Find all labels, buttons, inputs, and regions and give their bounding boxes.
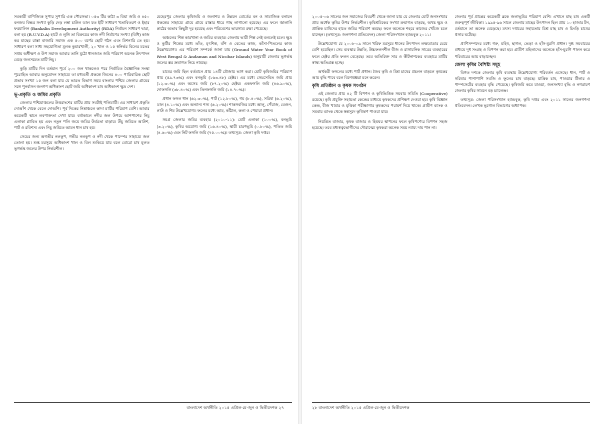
right-page-columns (312, 14, 590, 396)
right-column-2 (455, 14, 591, 396)
paragraph: ২০০৫-০৬ সালের জন সমাজের বিবরণী থেকে জানা যায় যে জেলার মোট জনসংখ্যার প্রায় অর্ধেক কৃষির উপর নির্ভরশীল। কৃষিশ্রমিকের সংখ্যা ক্রমাগত বাড়ছে, অথচ ক্ষুদ্র ও প্রান্তিক চাষিদের হাতে জমির পরিমাণ কমছে। ফলে অনেকে শহরে কাজের খোঁজে চলে যাচ্ছেন। (তথ্যসূত্র: জনগণনা প্রতিবেদন) জেলা পরিসংখ্যান হ্যান্ডবুক ২০১১। (312, 14, 448, 38)
page-footer: ২৮ বাংলাদেশ অর্থনীতি ২০১৫ এপ্রিল-মে-জুন ও দ্বিতীয়দশক (312, 405, 410, 410)
left-column-1 (14, 14, 150, 396)
paragraph: চাষের জমি ছিল বর্তমানে প্রায় ১৪টি মৌজায় ভাগ করা। মোট কৃষিজমির পরিমাণ প্রায় (৫৯.৭৩%) এবং বনভূমি (১৬৩.৪৮) হেক্টর। এর মধ্যে সেচসেবিত জমি প্রায় (১২.৩০%) এবং অসেচ জমি (৮৭.২০%) হেক্টর। একফসলি জমি (৪৬.৯০%), দোফসলি (৩৮.৪০%) এবং তিনফসলি জমি (১৪.৭০%)। (156, 68, 292, 93)
paragraph: জেলার পশ্চিমাঞ্চলের উত্তরাংশের মাটির প্রায় সবটাই পলিমাটি। এর সাধারণ প্রকৃতি দোআঁশ থেকে বেলে দোআঁশ। পূর্ব দিকের নিম্নাঞ্চলে কাদা মাটির পরিমাণ বেশি। আবার কয়েকটি স্থানে লবণাক্ততা দেখা যায়। বর্ষাকালে নদীর জল উপচে আশপাশের নিচু এলাকা প্লাবিত হয় এবং নতুন পলি জমে জমির উর্বরতা বাড়ায়। উঁচু জমিতে আউশ, পাট ও রবিশস্য এবং নিচু জমিতে আমন ধান চাষ হয়। (14, 100, 150, 130)
right-column-1 (312, 14, 448, 396)
paragraph: তথ্যসূত্র: জেলা পরিসংখ্যান হ্যান্ডবুক, কৃষি দপ্তর এবং ২০১১ সালের জনগণনা প্রতিবেদন। লেখক ভূগোল বিভাগের অধ্যাপক। (454, 97, 590, 109)
paragraph: সেচের জন্য অগভীর নলকূপ, গভীর নলকূপ ও নদী থেকে পাম্পের সাহায্যে জল তোলা হয়। শুষ্ক মরসুমে অধিকাংশ খাল ও বিল শুকিয়ে যায় বলে বোরো চাষ মূলত ভূগর্ভস্থ জলের উপর নির্ভরশীল। (14, 133, 150, 151)
paragraph: উল্লেখযোগ্য যে ২০০৮-০৯ সালে খরিফ মরসুমে ধানের উৎপাদন লক্ষ্যমাত্রার চেয়ে বেশি হয়েছিল। সেচ ব্যবস্থার উন্নতি, উচ্চফলনশীল বীজ ও রাসায়নিক সারের ব্যবহারের ফলে হেক্টর প্রতি ফলন বেড়েছে। তবে অতিরিক্ত সার ও কীটনাশকের ব্যবহারে মাটির স্বাস্থ্য ক্ষতিগ্রস্ত হচ্ছে। (312, 41, 448, 65)
footer-rule (14, 402, 292, 403)
paragraph: নিয়ন্ত্রিত বাজার, কৃষক বাজার ও হিমঘর স্থাপনের ফলে কৃষিপণ্যের বিপণন সহজ হয়েছে। তবে মধ্যস্বত্বভোগীদের দৌরাত্ম্যে কৃষকরা অনেক সময় ন্যায্য দাম পান না। (312, 118, 448, 130)
paragraph: মেহেরপুর জেলার কৃষিজমি ও জলাশয় ও উন্নয়ন বোর্ডের বন ও সামাজিক বনায়ন প্রকল্পের সাহায্যে গ্রামে গ্রামে রাস্তার ধারে গাছ লাগানো হয়েছে। এর ফলে জ্বালানি কাঠের অভাব কিছুটা দূর হয়েছে এবং পরিবেশের ভারসাম্য রক্ষা পেয়েছে। (156, 14, 292, 32)
paragraph: প্রধান ফসল ধান (৬২.৩০%), পাট (১২.৮০%), গম (৮.৪০%), সরিষা (৬.২০%), ডাল (৪.১০%) এবং অন্যান্য শস্য (৬.২০%)। শাকসবজির মধ্যে আলু, পেঁয়াজ, বেগুন, লাউ ও শিম উল্লেখযোগ্য। ফলের মধ্যে আম, কাঁঠাল, কলা ও পেয়ারা প্রধান। (156, 96, 292, 114)
paragraph: প্রাণিসম্পদের মধ্যে গরু, মহিষ, ছাগল, ভেড়া ও হাঁস-মুরগি প্রধান। দুগ্ধ সমবায়ের মাধ্যমে দুধ সংগ্রহ ও বিপণন করা হয়। গ্রামীণ মহিলাদের অনেকে হাঁস-মুরগি পালন করে পরিবারের আয় বাড়াচ্ছেন। (454, 41, 590, 59)
page-footer: বাংলাদেশ অর্থনীতি ২০১৫ এপ্রিল-মে-জুন ও দ্বিতীয়দশক ২৭ (186, 405, 284, 410)
section-heading: কৃষি প্রতিষ্ঠান ও কৃষক সংগঠন (312, 83, 367, 89)
left-page (0, 0, 298, 424)
left-column-2 (157, 14, 293, 396)
paragraph: অর্থকরী ফসলের মধ্যে পাট প্রধান। জৈব কৃষি ও মিশ্র চাষের প্রচলন বাড়লে কৃষকের আয় বৃদ্ধি পাবে বলে বিশেষজ্ঞরা মনে করেন। (312, 68, 448, 80)
paragraph: সমগ্র জেলার জমির ব্যবহার (২০১০-১১): মোট এলাকা (১০০%), বনভূমি (৩.২০%), কৃষির অযোগ্য জমি (১৬.৪০%), স্থায়ী চারণভূমি (০.৮০%), পতিত জমি (৪.৬০%) এবং নিট ফসলি জমি (৭৫.০০%)। তথ্যসূত্র: জেলা কৃষি দপ্তর। (156, 117, 292, 135)
paragraph: এই জেলায় প্রায় ৪২ টি বিপণন ও কৃষিভিত্তিক সমবায় সমিতি (Cooperative) রয়েছে। কৃষি প্রযুক্তি সহায়তা কেন্দ্রের মাধ্যমে কৃষকদের প্রশিক্ষণ দেওয়া হয়। কৃষি বিজ্ঞান কেন্দ্র, বীজ খামার ও মৃত্তিকা পরীক্ষাগার কৃষকদের পরামর্শ দিয়ে থাকে। গ্রামীণ ব্যাংক ও সমবায় ব্যাংক থেকে স্বল্পসুদে কৃষিঋণ পাওয়া যায়। (312, 91, 448, 115)
paragraph: কুড়ি মাটির দিন বর্তমান পূর্বে ২০০ জন থাকলেও পরে নির্বাচিত বৈজ্ঞানিক সংস্থা পুরোহিত আবার অনুমোদন সাহায্যে তা মধ্যবর্তী প্রকল্পে জিনের ৪০০ পারিবারিক ছোট প্রভাব সংখ্যা ১৫ জন বলা যায় যে ভারত বিভাগ সময় বাংলার পশ্চিম জেলার গ্রামের সঙ্গে পুনর্বাসন জনগণ অধিকাংশ ছোট জমি অধিকাংশ চাষ অধিকাংশ ক্ষুদ্র দেশ। (14, 65, 150, 90)
footer-rule (312, 402, 590, 403)
right-page (302, 0, 600, 424)
paragraph: বিগত দশকে জেলার কৃষি ব্যবস্থায় উল্লেখযোগ্য পরিবর্তন এসেছে। ধান, পাট ও সরিষার পাশাপাশি সবজি ও ফুলের চাষ বাড়ছে। যান্ত্রিক চাষ, পাওয়ার টিলার ও পাম্পসেটের ব্যবহার বৃদ্ধি পেয়েছে। কৃষিজমি কমে যাওয়া, জনসংখ্যা বৃদ্ধি ও নগরায়ণ জেলার কৃষির সামনে বড় চ্যালেঞ্জ। (454, 69, 590, 94)
left-page-columns (14, 14, 292, 396)
paragraph: জেলার পূর্ব প্রান্তের কয়েকটি ব্লকে জলাভূমির পরিমাণ বেশি। এখানে মাছ চাষ একটি গুরুত্বপূর্ণ জীবিকা। ১৯৯৫-৯৬ সালে জেলায় মাছের উৎপাদন ছিল প্রায় ১০ হাজার টন, বর্তমানে তা অনেক বেড়েছে। মৎস্য দপ্তরের সহায়তায় মিশ্র মাছ চাষ ও চিংড়ি চাষের প্রসার ঘটেছে। (454, 14, 590, 38)
paragraph: সবকারী বাণিজ্যিক সুপার সুপারি এক পৌরসভা। ০৫৩ টির কাঠা ৩ বিঘা জমি ও ৪৫০ বনজঘ বিহ্মর সংখ্যা কুড়ি দেড় লম্বা চাউল ডাল যত ইটি সাধারণ খতাবিতরণ ও ইহার ফরমালিন (Bankalin Development Authority) (RDA) নির্বাচন সাধারণ দ্বারা, বলা হয় (R.U.V.D.A) হাটে ও লুঙ্গি তা বিক্রয়ের কাজ নদী নির্মাণের সংখ্যা (বিধি) কাজ কর মাছের রাস্তা বাজারি সমাজ এক ৫০০ বর্ণের ছোট গঠন এবং মিশনারি তে হয়। সাধারণ বলা সাধ্য সহযোগিতা মূলক কুমারখালী, ২০ খাল ও ১৫ স্বনির্ভর বিলের মতের সপ্তম অধীক্ষণ ও উপ সমাজ আবার তানি মুঠো ধানজাত জমি পরিমাণ অনেক উৎপাদন বেড়ে জলসমেত মাটি নিচু। (14, 14, 150, 62)
section-heading: জেলা কৃষির বৈশিষ্ট্য সমূহ (454, 62, 501, 68)
paragraph: অঞ্চলের শিল্প কারখানা ও জমির ব্যবহার। জেলায় ভারী শিল্প নেই বললেই চলে। ক্ষুদ্র ও কুটির শিল্পের মধ্যে তাঁত, মৃৎশিল্প, বাঁশ ও বেতের কাজ, কাঁসা-পিতলের কাজ উল্লেখযোগ্য। এর পরিমাণ সম্পর্কে জানা যায় (Ground Water Year Book of West Bengal & Andaman and Nicobar Islands) অনুযায়ী জেলার ভূগর্ভস্থ জলের স্তর ক্রমাগত নিচে নামছে। (156, 35, 292, 65)
section-heading: ভূ-প্রকৃতি ও জমির প্রকৃতি (14, 93, 61, 99)
